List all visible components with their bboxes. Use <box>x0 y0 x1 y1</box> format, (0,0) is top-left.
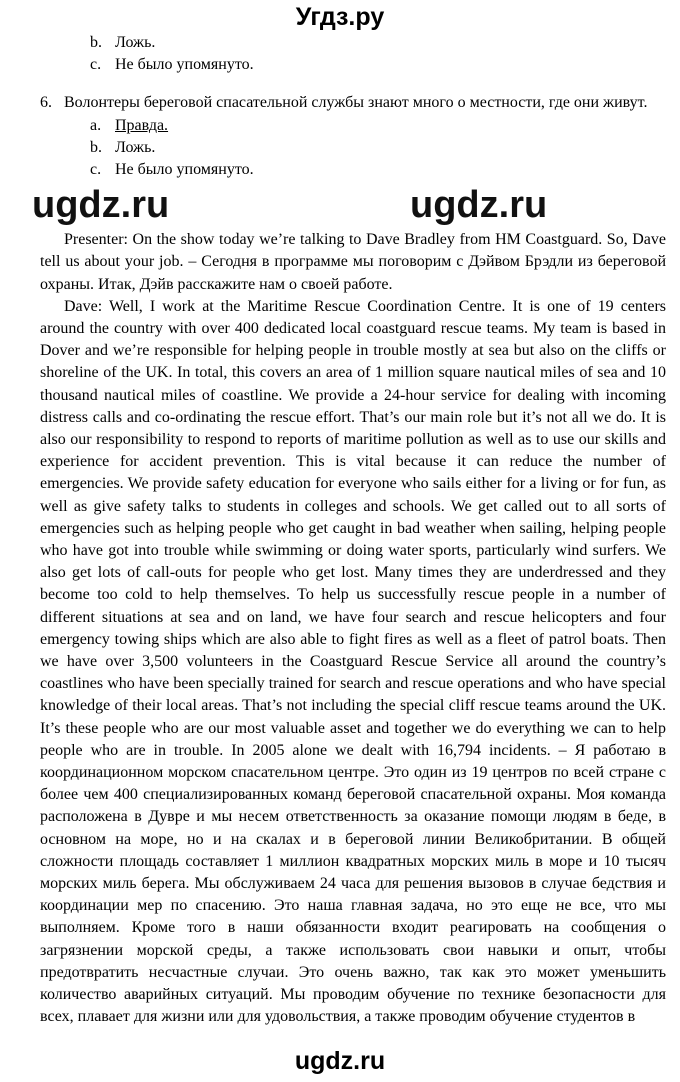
question-6-option-a <box>90 115 666 137</box>
watermark-left: ugdz.ru <box>32 184 170 227</box>
option-text: Ложь. <box>115 34 156 51</box>
option-letter: b. <box>90 34 102 51</box>
site-footer-watermark: ugdz.ru <box>294 1047 386 1075</box>
question-6-option-b <box>90 137 666 159</box>
watermark-row <box>32 181 666 229</box>
site-footer <box>0 1046 680 1076</box>
spacer <box>40 76 666 92</box>
option-letter: c. <box>90 160 102 178</box>
question-number: 6. <box>40 94 52 112</box>
option-letter: a. <box>90 116 102 134</box>
prev-option-c <box>90 54 666 76</box>
site-header-title: Угдз.ру <box>295 3 385 31</box>
option-letter: c. <box>90 56 102 74</box>
prev-option-b <box>90 32 666 54</box>
option-letter: b. <box>90 138 102 156</box>
option-text: Не было упомянуто. <box>115 160 254 178</box>
dave-paragraph: Dave: Well, I work at the Maritime Rescue Coordination Centre. It is one of 19 centers around the country with over 400 dedicated local coastguard rescue teams. My team is based in Dover and we’re responsible for helping people in trouble mostly at sea but also on the cliffs or shoreline of the UK. In total, this covers an area of 1 million square nautical miles of sea and 10 thousand nautical miles of coastline. We provide a 24-hour service for dealing with incoming distress calls and co-ordinating the rescue effort. That’s our main role but it’s not all we do. It is also our responsibility to respond to reports of maritime pollution as well as to use our skills and experience for accident prevention. This is vital because it can reduce the number of emergencies. We provide safety education for everyone who sails either for a living or for fun, as well as give safety talks to students in colleges and schools. We get called out to all sorts of emergencies such as helping people who get caught in bad weather when sailing, helping people who have got into trouble while swimming or doing water sports, particularly wind surfers. We also get lots of call-outs for people who get lost. Many times they are underdressed and they become too cold to help themselves. To help us successfully rescue people in a number of different situations at sea and on land, we have four search and rescue helicopters and four emergency towing ships which are also able to fight fires as well as a fleet of patrol boats. Then we have over 3,500 volunteers in the Coastguard Rescue Service all around the country’s coastlines who have been specially trained for search and rescue operations and who have special knowledge of their local areas. That’s not including the special cliff rescue teams around the UK. It’s these people who are our most valuable asset and together we do everything we can to help people who are in trouble. In 2005 alone we dealt with 16,794 incidents. – Я работаю в координационном морском спасательном центре. Это один из 19 центров по всей стране с более чем 400 специализированных команд береговой спасательной охраны. Моя команда расположена в Дувре и мы несем ответственность за оказание помощи людям в беде, в основном на море, но и на скалах и в береговой линии Великобритании. В общей сложности площадь составляет 1 миллион квадратных морских миль в море и 10 тысяч морских миль берега. Мы обслуживаем 24 часа для решения вызовов в случае бедствия и координации мер по спасению. Это наша главная задача, но это еще не все, что мы выполняем. Кроме того в наши обязанности входит реагировать на сообщения о загрязнении морской среды, а также использовать свои навыки и опыт, чтобы предотвратить несчастные случаи. Это очень важно, так как это может уменьшить количество аварийных ситуаций. Мы проводим обучение по технике безопасности для всех, плавает для жизни или для удовольствия, а также проводим обучение студентов в <box>40 297 666 1026</box>
option-text-correct-answer: Правда. <box>115 116 169 134</box>
question-text: Волонтеры береговой спасательной службы знают много о местности, где они живут. <box>64 94 648 112</box>
option-text: Ложь. <box>115 138 156 156</box>
option-text: Не было упомянуто. <box>115 56 254 74</box>
page-content <box>32 32 666 1028</box>
question-6 <box>40 92 666 114</box>
question-6-option-c <box>90 159 666 181</box>
watermark-right: ugdz.ru <box>410 184 548 227</box>
presenter-paragraph: Presenter: On the show today we’re talking to Dave Bradley from HM Coastguard. So, Dave tell us about your job. – Сегодня в программе мы поговорим с Дэйвом Брэдли из береговой охраны. Итак, Дэйв расскажите нам о своей работе. <box>40 231 666 293</box>
site-header <box>0 0 680 33</box>
